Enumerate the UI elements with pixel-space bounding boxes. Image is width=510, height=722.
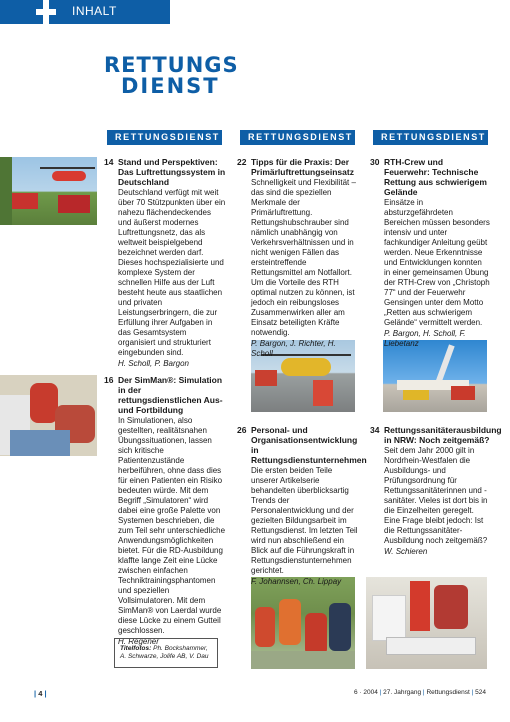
cross-icon <box>36 0 56 24</box>
page-number: 26 <box>237 425 247 435</box>
page-number: 22 <box>237 157 247 167</box>
article-title: Personal- und Organisationsentwicklung in Rettungsdienstunternehmen <box>251 425 367 465</box>
section-label: INHALT <box>72 4 117 18</box>
paramedic-training-photo <box>366 577 487 669</box>
article-title: Rettungssanitäterausbildung in NRW: Noch zeitgemäß? <box>384 425 502 445</box>
article-authors: P. Bargon, J. Richter, H. Scholl <box>251 339 336 358</box>
article-authors: H. Scholl, P. Bargon <box>118 359 190 368</box>
footer-year: 27. Jahrgang <box>383 689 422 696</box>
credits-text: Ph. Bockshammer, A. Schwarze, Jolife AB, V. Dau <box>120 645 209 660</box>
magazine-logo <box>104 53 239 98</box>
credits-label: Titelfotos: <box>120 645 152 652</box>
logo-line-2: DIENST <box>121 74 220 98</box>
team-group-photo <box>251 577 355 669</box>
footer-issue: 6 · 2004 <box>353 689 378 696</box>
article-title: Tipps für die Praxis: Der Primärluftrettungseinsatz <box>251 157 354 177</box>
page-number: 14 <box>104 157 114 167</box>
footer-journal: Rettungsdienst <box>426 689 470 696</box>
article-22[interactable] <box>237 157 359 359</box>
article-teaser: Seit dem Jahr 2000 gilt in Nordrhein-Westfalen die Ausbildungs- und Prüfungsordnung für Rettungssanitäterinnen und -sanitäter. Vieles ist dort bis in die Einzelheiten geregelt. Eine Frage bleibt jedoch: Ist die Rettungssanitäter-Ausbildung noch zeitgemäß? <box>384 446 488 545</box>
helicopter-photo <box>0 157 97 225</box>
article-authors: W. Schieren <box>384 547 428 556</box>
footer-pages: 524 <box>475 689 486 696</box>
article-34[interactable] <box>370 425 502 557</box>
article-14[interactable] <box>104 157 226 369</box>
page-number: 16 <box>104 375 114 385</box>
article-title: RTH-Crew und Feuerwehr: Technische Rettung aus schwierigem Gelände <box>384 157 487 197</box>
article-authors: P. Bargon, H. Scholl, F. Liebetanz <box>384 329 466 348</box>
column-header-1: RETTUNGSDIENST <box>103 130 222 145</box>
article-teaser: Schnelligkeit und Flexibilität – das sind die speziellen Merkmale der Primärluftrettung. Rettungshubschrauber sind nämlich unabhängig von Verkehrsverhältnissen und in nicht wenigen Fällen das ersteintreffende Rettungsmittel am Notfallort. Um die Vorteile des RTH optimal nutzen zu können, ist jedoch ein reibungsloses Zusammenwirken aller am Einsatz beteiligten Kräfte notwendig. <box>251 178 356 337</box>
article-title: Der SimMan®: Simulation in der rettungsdienstlichen Aus- und Fortbildung <box>118 375 223 415</box>
article-30[interactable] <box>370 157 490 349</box>
article-title: Stand und Perspektiven: Das Luftrettungssystem in Deutschland <box>118 157 226 187</box>
column-header-3: RETTUNGSDIENST <box>369 130 488 145</box>
page-number: 30 <box>370 157 380 167</box>
crane-rescue-photo <box>383 340 487 412</box>
simulation-training-photo <box>0 375 97 456</box>
article-teaser: Die ersten beiden Teile unserer Artikelserie behandelten überblicksartig Trends der Personalentwicklung und der gezielten Bildungsarbeit im Rettungsdienst. Im letzten Teil wird nun abschließend ein Blick auf die Führungskraft in Rettungsdienstunternehmen gerichtet. <box>251 466 358 575</box>
footer-issue-info: 6 · 2004 | 27. Jahrgang | Rettungsdienst | 524 <box>353 689 486 696</box>
logo-line-1: RETTUNGS <box>104 53 239 77</box>
article-teaser: Deutschland verfügt mit weit über 70 Stützpunkten über ein nahezu flächendeckendes und äußerst modernes Luftrettungsnetz, das als weltweit beispielgebend bezeichnet werden darf. Dieses hochspezialisierte und komplexe System der schnellen Hilfe aus der Luft besteht heute aus staatlichen und privaten Leistungserbringern, die zur Erfüllung ihrer Aufgaben in das Gesamtsystem organisiert und strukturiert eingebunden sind. <box>118 188 226 357</box>
section-header-bar <box>0 0 170 24</box>
photo-credits <box>114 638 218 668</box>
page-number: 34 <box>370 425 380 435</box>
article-authors: H. Regener <box>118 637 159 646</box>
article-teaser: Einsätze in absturzgefährdeten Bereichen müssen besonders intensiv und unter fachkundiger Anleitung geübt werden. Neue Erkenntnisse und Entwicklungen konnten in einer gemeinsamen Übung der RTH-Crew von „Christoph 77“ und der Feuerwehr Gensingen unter dem Motto „Retten aus schwierigem Gelände“ vermittelt werden. <box>384 198 490 327</box>
article-authors: F. Johannsen, Ch. Lippay <box>251 577 342 586</box>
column-header-2: RETTUNGSDIENST <box>236 130 355 145</box>
article-26[interactable] <box>237 425 367 587</box>
article-16[interactable] <box>104 375 226 647</box>
footer-page-number: | 4 | <box>34 689 47 698</box>
article-teaser: In Simulationen, also gestellten, realitätsnahen Übungssituationen, lassen sich kritische Patientenzustände herbeiführen, ohne dass dies für einen Patienten ein Risiko bedeuten würde. Mit dem Begriff „Simulatoren“ wird dabei eine große Palette von Systemen beschrieben, die zum Teil sehr unterschiedliche Anwendungsmöglichkeiten bietet. Für die RD-Ausbildung klaffte lange Zeit eine Lücke zwischen einfachen Techniktrainingsphantomen und speziellen Vollsimulatoren. Mit dem SimMan® von Laerdal wurde diese Lücke zu einem Gutteil geschlossen. <box>118 416 226 635</box>
